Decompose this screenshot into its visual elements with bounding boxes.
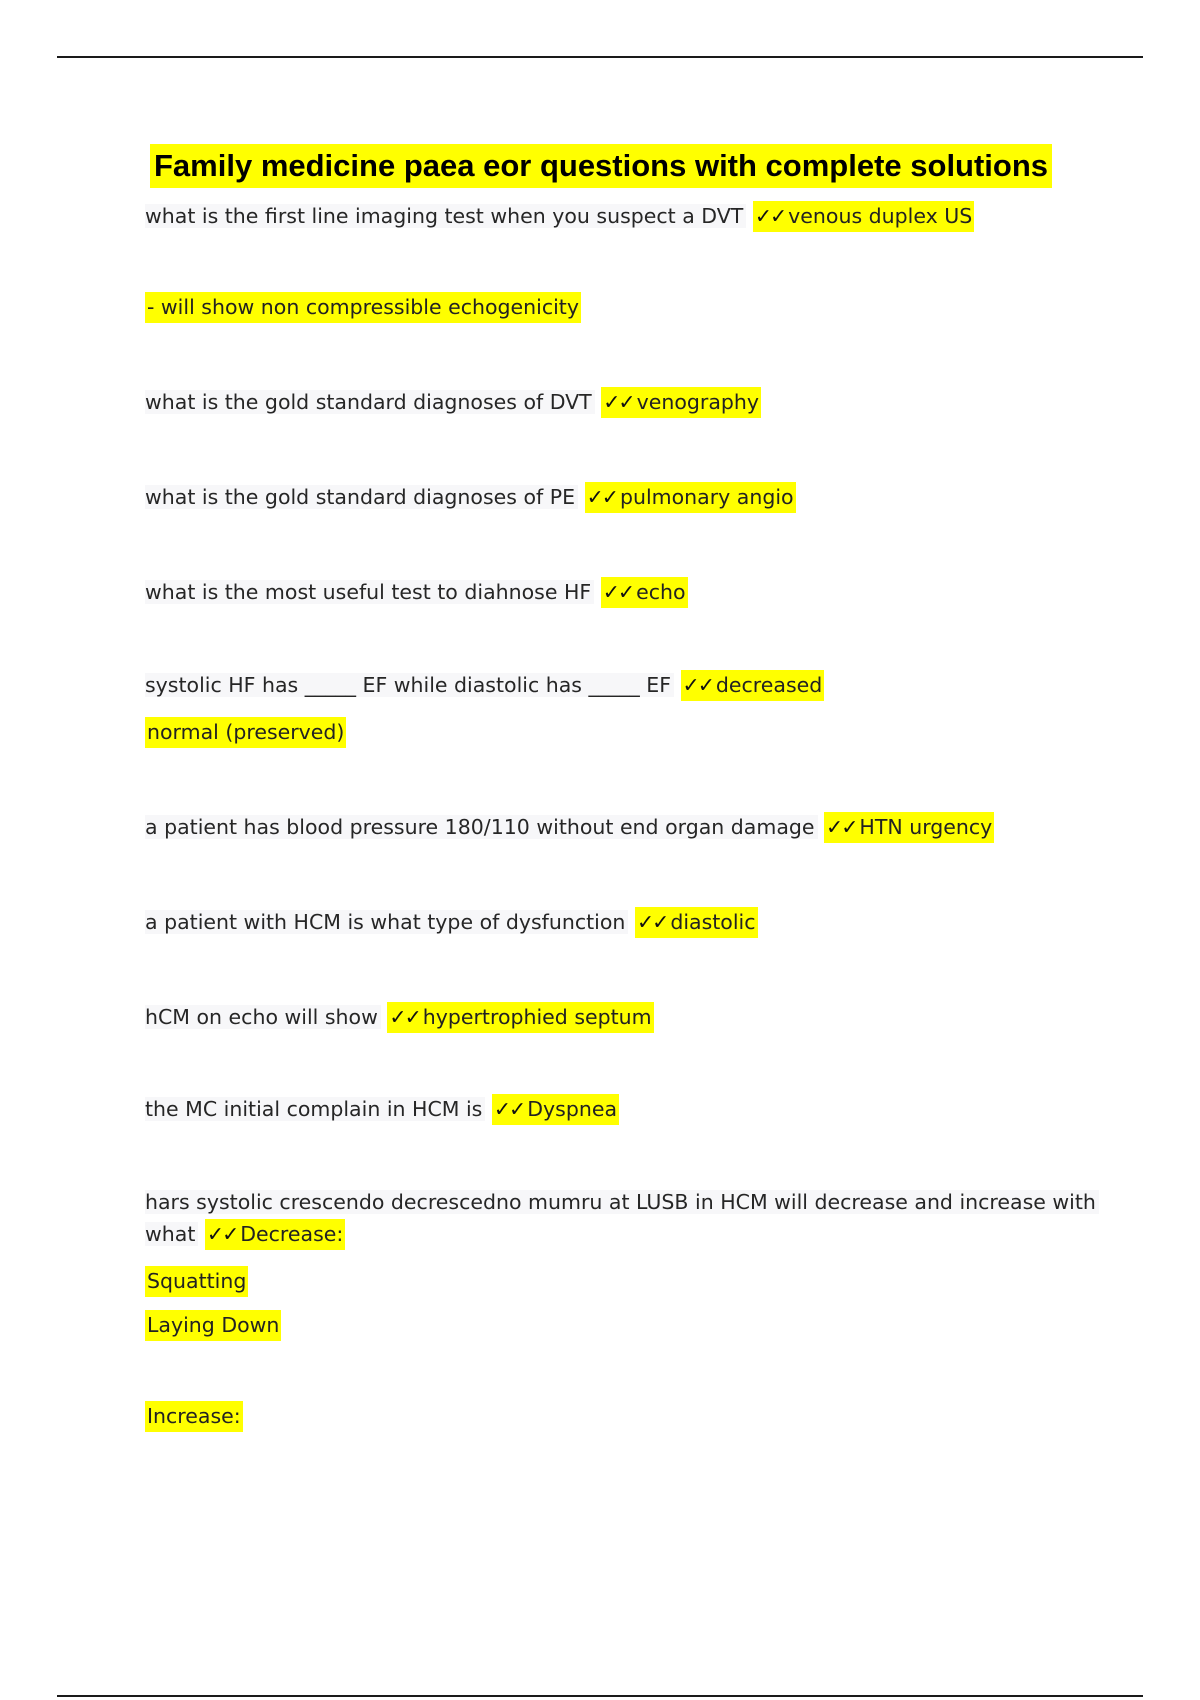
answer-highlight (601, 387, 761, 418)
bottom-rule (57, 1695, 1143, 1697)
qa-item-3 (145, 481, 1075, 513)
double-check-icon: ✓✓ (603, 390, 634, 414)
question-text: a patient has blood pressure 180/110 without end organ damage (145, 815, 818, 839)
answer-highlight (681, 670, 825, 701)
answer-text: Dyspnea (527, 1097, 618, 1121)
qa-item-10 (145, 1186, 1096, 1218)
answer-highlight (601, 577, 688, 608)
answer-text: venous duplex US (788, 204, 973, 228)
answer-highlight (585, 482, 796, 513)
double-check-icon: ✓✓ (682, 673, 713, 697)
qa-item-1 (145, 200, 1075, 232)
question-text: what is the gold standard diagnoses of DVT (145, 390, 595, 414)
answer-text: venography (636, 390, 760, 414)
qa-item-2 (145, 386, 1075, 418)
question-text: the MC initial complain in HCM is (145, 1097, 485, 1121)
qa-item-5-answer-extra (145, 716, 1075, 748)
qa-item-5 (145, 669, 1075, 701)
answer-text: diastolic (670, 910, 756, 934)
question-text: a patient with HCM is what type of dysfunction (145, 910, 628, 934)
double-check-icon: ✓✓ (206, 1222, 238, 1246)
qa-item-10-answer-line (145, 1400, 1075, 1432)
top-rule (57, 56, 1143, 58)
double-check-icon: ✓✓ (389, 1005, 420, 1029)
answer-highlight (205, 1219, 345, 1250)
answer-extra-text: - will show non compressible echogenicity (145, 292, 581, 323)
answer-text: pulmonary angio (619, 485, 794, 509)
question-text-line-1: hars systolic crescendo decrescedno mumru at LUSB in HCM will decrease and increase with (145, 1190, 1099, 1214)
double-check-icon: ✓✓ (636, 910, 668, 934)
double-check-icon: ✓✓ (754, 204, 786, 228)
qa-item-9 (145, 1093, 1075, 1125)
answer-extra-text: Squatting (145, 1266, 248, 1297)
double-check-icon: ✓✓ (826, 815, 857, 839)
question-text: hCM on echo will show (145, 1005, 381, 1029)
answer-text: decreased (715, 673, 823, 697)
qa-item-1-answer-extra (145, 291, 1075, 323)
answer-text: hypertrophied septum (422, 1005, 652, 1029)
question-text-line-2: what (145, 1222, 198, 1246)
question-text: what is the gold standard diagnoses of PE (145, 485, 578, 509)
answer-highlight (635, 907, 758, 938)
answer-highlight (387, 1002, 653, 1033)
answer-highlight (753, 201, 974, 232)
question-text: what is the first line imaging test when you suspect a DVT (145, 204, 746, 228)
answer-highlight (824, 812, 994, 843)
qa-item-6 (145, 811, 1075, 843)
double-check-icon: ✓✓ (586, 485, 617, 509)
answer-extra-text: Laying Down (145, 1310, 281, 1341)
question-text: systolic HF has _____ EF while diastolic has _____ EF (145, 673, 674, 697)
answer-extra-text: normal (preserved) (145, 717, 346, 748)
answer-text: HTN urgency (859, 815, 993, 839)
answer-text: Decrease: (240, 1222, 344, 1246)
answer-text: echo (636, 580, 686, 604)
qa-item-10-line-2 (145, 1218, 1075, 1250)
qa-item-7 (145, 906, 1075, 938)
answer-extra-text: Increase: (145, 1401, 243, 1432)
qa-item-10-answer-line (145, 1265, 1075, 1297)
answer-highlight (492, 1094, 619, 1125)
qa-item-8 (145, 1001, 1075, 1033)
qa-item-10-answer-line (145, 1309, 1075, 1341)
qa-item-4 (145, 576, 1075, 608)
double-check-icon: ✓✓ (602, 580, 634, 604)
document-title: Family medicine paea eor questions with complete solutions (150, 144, 1052, 188)
question-text: what is the most useful test to diahnose HF (145, 580, 594, 604)
double-check-icon: ✓✓ (493, 1097, 525, 1121)
